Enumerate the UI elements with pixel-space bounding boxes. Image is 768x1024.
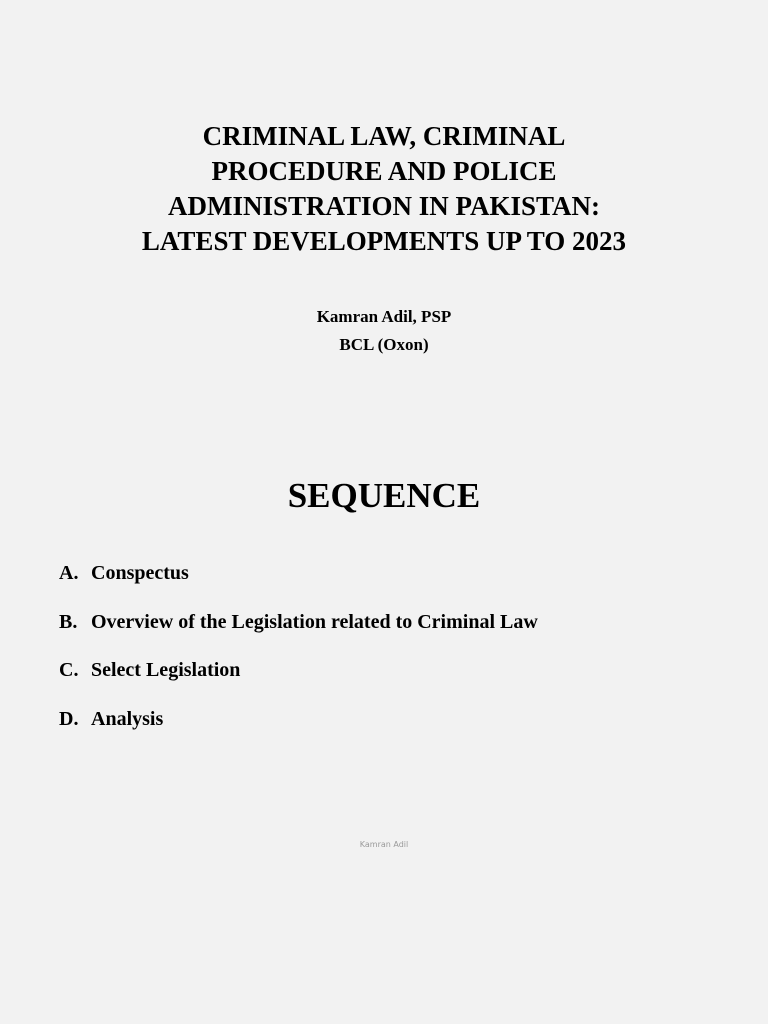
sequence-list: [59, 559, 538, 753]
footer-watermark: Kamran Adil: [359, 840, 409, 849]
sequence-item-text: Select Legislation: [91, 659, 241, 681]
author-block: [0, 303, 768, 359]
author-name: Kamran Adil, PSP: [316, 307, 452, 326]
sequence-item-letter: B.: [59, 610, 78, 633]
title-line: PROCEDURE AND POLICE: [211, 156, 557, 186]
title-line: ADMINISTRATION IN PAKISTAN:: [167, 191, 601, 221]
sequence-item-text: Conspectus: [91, 562, 189, 584]
document-title: [0, 119, 768, 259]
sequence-item: [59, 559, 538, 587]
sequence-item: [59, 705, 538, 733]
title-line: LATEST DEVELOPMENTS UP TO 2023: [141, 226, 627, 256]
author-qualification: BCL (Oxon): [339, 335, 429, 354]
sequence-item-letter: D.: [59, 707, 79, 730]
sequence-item-letter: A.: [59, 562, 79, 584]
sequence-item: [59, 608, 538, 636]
sequence-item-text: Analysis: [91, 707, 164, 730]
sequence-item-letter: C.: [59, 659, 79, 681]
title-line: CRIMINAL LAW, CRIMINAL: [202, 121, 566, 151]
sequence-item: [59, 656, 538, 684]
sequence-heading: SEQUENCE: [287, 476, 481, 515]
sequence-item-text: Overview of the Legislation related to Criminal Law: [91, 610, 538, 633]
